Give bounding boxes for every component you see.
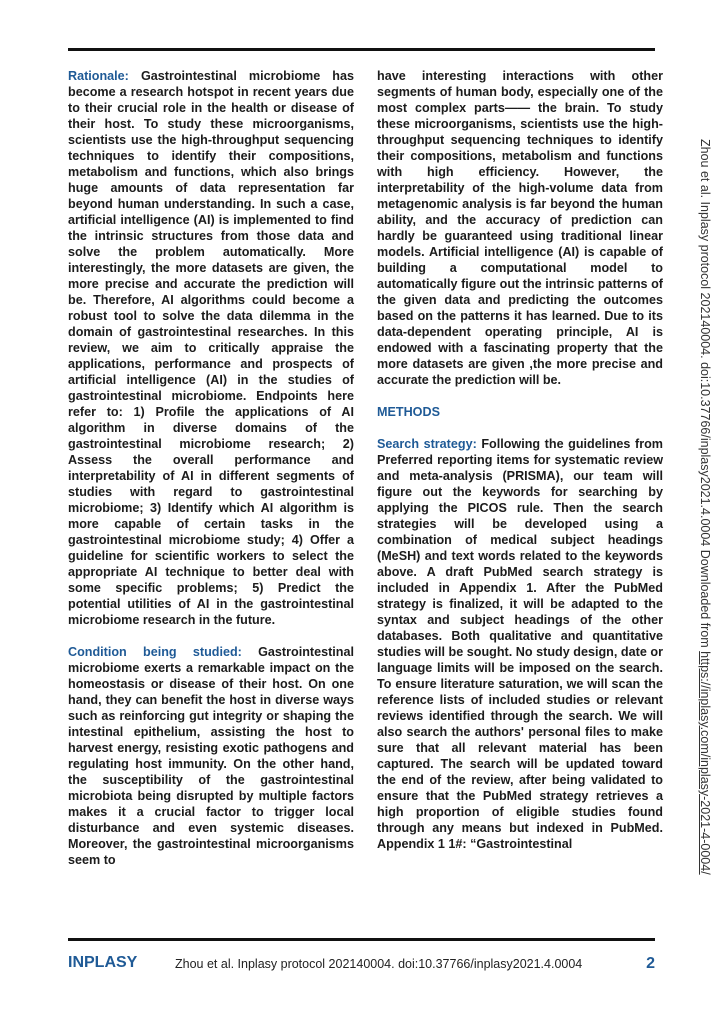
search-strategy-label: Search strategy: bbox=[377, 437, 477, 451]
footer-brand: INPLASY bbox=[68, 954, 138, 971]
sidebar-text: Zhou et al. Inplasy protocol 202140004. doi:10.37766/inplasy2021.4.0004 Downloaded from bbox=[698, 139, 712, 652]
methods-heading: METHODS bbox=[377, 405, 440, 419]
left-column bbox=[68, 68, 354, 884]
rationale-paragraph bbox=[68, 68, 354, 628]
page-number: 2 bbox=[646, 955, 655, 972]
search-strategy-paragraph bbox=[377, 436, 663, 852]
top-rule bbox=[68, 48, 655, 51]
download-sidebar bbox=[698, 139, 712, 875]
right-column bbox=[377, 68, 663, 868]
condition-text: Gastrointestinal microbiome exerts a remarkable impact on the homeostasis or disease of their host. On one hand, they can benefit the host in diverse ways such as reinforcing gut integrity or shaping the intestinal epithelium, assisting the host to harvest energy, resisting exotic pathogens and regulating host immunity. On the other hand, the susceptibility of the gastrointestinal microbiota being disrupted by multiple factors makes it a crucial factor to trigger local disturbance and even systemic diseases. Moreover, the gastrointestinal microorganisms seem to bbox=[68, 645, 355, 867]
rationale-label: Rationale: bbox=[68, 69, 129, 83]
bottom-rule bbox=[68, 938, 655, 941]
page-footer bbox=[68, 954, 655, 978]
rationale-text: Gastrointestinal microbiome has become a research hotspot in recent years due to their crucial role in the health or disease of their host. To study these microorganisms, scientists use the high-throughput sequencing techniques to identify their compositions, metabolism and functions, which also brings huge amounts of data representation far beyond human understanding. In such a case, artificial intelligence (AI) is implemented to find the intrinsic structures from those data and solve the problem automatically. More interestingly, the more datasets are given, the more precise and accurate the prediction will be. Therefore, AI algorithms could become a robust tool to solve the data dilemma in the domain of gastrointestinal researches. In this review, we aim to critically appraise the applications, performance and prospects of artificial intelligence (AI) in the studies of gastrointestinal microbiome. Endpoints here refer to: 1) Profile the applications of AI algorithm in diverse domains of the gastrointestinal microbiome research; 2) Assess the overall performance and interpretability of AI in different segments of studies with regard to gastrointestinal microbiome; 3) Identify which AI algorithm is more capable of certain tasks in the gastrointestinal microbiome study; 4) Offer a guideline for scientific workers to select the appropriate AI technique to better deal with some specific problems; 5) Predict the potential utilities of AI in the gastrointestinal microbiome research in the future. bbox=[68, 69, 354, 627]
footer-citation: Zhou et al. Inplasy protocol 202140004. doi:10.37766/inplasy2021.4.0004 bbox=[175, 957, 583, 971]
search-strategy-text: Following the guidelines from Preferred reporting items for systematic review and meta-analysis (PRISMA), our team will figure out the keywords for searching by applying the PICOS rule. Then the search strategies will be developed using a combination of medical subject headings (MeSH) and text words related to the keywords above. A draft PubMed search strategy is included in Appendix 1. After the PubMed strategy is finalized, it will be adapted to the syntax and subject headings of the other databases. Both qualitative and quantitative studies will be sought. No study design, date or language limits will be imposed on the search. To ensure literature saturation, we will scan the reference lists of included studies or relevant reviews identified through the search. We will also search the authors' personal files to make sure that all relevant material has been captured. The search will be updated toward the end of the review, after being validated to ensure that the PubMed strategy retrieves a high proportion of eligible studies found through any means but indexed in PubMed. Appendix 1 1#: “Gastrointestinal bbox=[377, 437, 663, 851]
continuation-paragraph: have interesting interactions with other segments of human body, especially one of the most complex parts—— the brain. To study these microorganisms, scientists use the high-throughput sequencing techniques to identify their compositions, metabolism and functions with high efficiency. However, the interpretability of the high-volume data from metagenomic analysis is far beyond the human ability, and the accuracy of prediction can hardly be guaranteed using traditional linear models. Artificial intelligence (AI) is capable of building a computational model to automatically figure out the intrinsic patterns of the given data and predicting the outcomes based on the patterns it has learned. Due to its data-dependent operating principle, AI is endowed with a fascinating property that the more datasets are given ,the more precise and accurate the prediction will be. bbox=[377, 69, 663, 387]
condition-paragraph bbox=[68, 644, 354, 868]
sidebar-link[interactable]: https://inplasy.com/inplasy-2021-4-0004/ bbox=[698, 651, 712, 875]
condition-label: Condition being studied: bbox=[68, 645, 242, 659]
